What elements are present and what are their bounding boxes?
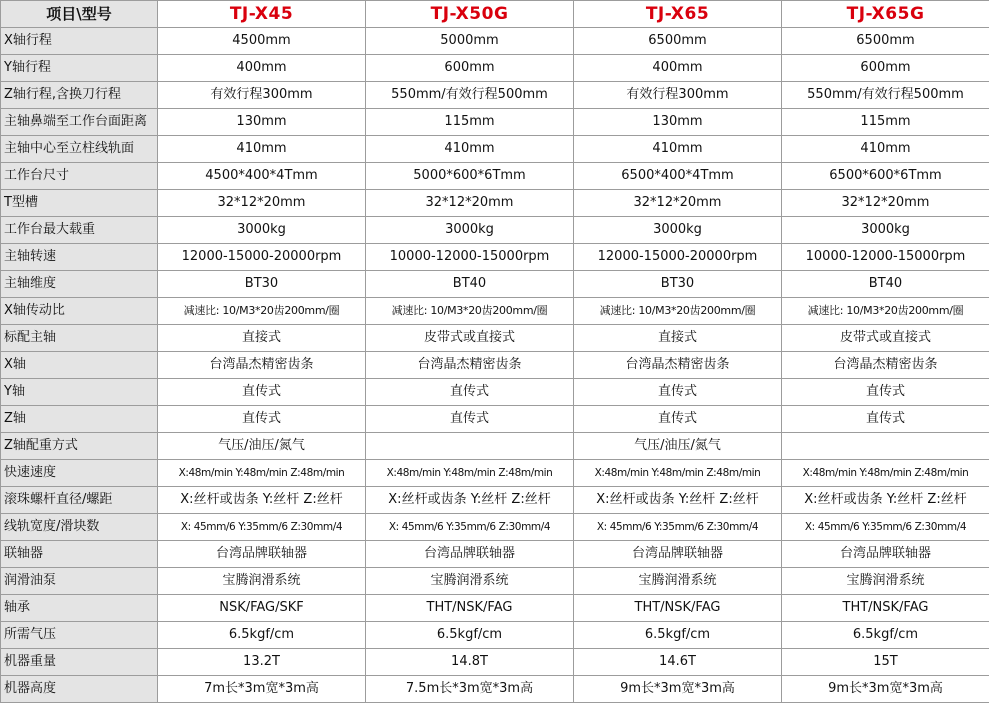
spec-value: 5000*600*6Tmm — [366, 163, 574, 190]
spec-row — [1, 568, 989, 595]
spec-value: 减速比: 10/M3*20齿200mm/圈 — [366, 298, 574, 325]
spec-value: 12000-15000-20000rpm — [574, 244, 782, 271]
spec-value: 13.2T — [158, 649, 366, 676]
spec-value: 410mm — [158, 136, 366, 163]
spec-row — [1, 622, 989, 649]
spec-value: 400mm — [158, 55, 366, 82]
spec-value: 9m长*3m宽*3m高 — [574, 676, 782, 703]
spec-value: 550mm/有效行程500mm — [782, 82, 989, 109]
spec-label: 所需气压 — [1, 622, 158, 649]
spec-row — [1, 271, 989, 298]
spec-value: 3000kg — [158, 217, 366, 244]
spec-label: Z轴配重方式 — [1, 433, 158, 460]
spec-row — [1, 217, 989, 244]
spec-value: 410mm — [366, 136, 574, 163]
spec-table-body — [1, 1, 989, 703]
spec-row — [1, 190, 989, 217]
spec-row — [1, 541, 989, 568]
spec-value: 7.5m长*3m宽*3m高 — [366, 676, 574, 703]
spec-value: 台湾晶杰精密齿条 — [574, 352, 782, 379]
spec-label: 联轴器 — [1, 541, 158, 568]
spec-value: BT30 — [574, 271, 782, 298]
spec-value: 宝腾润滑系统 — [782, 568, 989, 595]
spec-row — [1, 487, 989, 514]
model-name: TJ-X50G — [366, 1, 574, 28]
spec-label: 工作台尺寸 — [1, 163, 158, 190]
spec-value: THT/NSK/FAG — [782, 595, 989, 622]
spec-label: 机器高度 — [1, 676, 158, 703]
spec-value: 6.5kgf/cm — [366, 622, 574, 649]
spec-label: 工作台最大载重 — [1, 217, 158, 244]
spec-value: 410mm — [782, 136, 989, 163]
spec-value: BT40 — [366, 271, 574, 298]
spec-value: 10000-12000-15000rpm — [366, 244, 574, 271]
spec-label: 主轴维度 — [1, 271, 158, 298]
spec-value: 有效行程300mm — [158, 82, 366, 109]
spec-value: 气压/油压/氮气 — [158, 433, 366, 460]
spec-label: T型槽 — [1, 190, 158, 217]
spec-label: 快速速度 — [1, 460, 158, 487]
spec-value — [782, 433, 989, 460]
spec-value: 直传式 — [366, 406, 574, 433]
spec-value: 皮带式或直接式 — [782, 325, 989, 352]
spec-value: 直传式 — [574, 379, 782, 406]
spec-row — [1, 595, 989, 622]
spec-label: 主轴转速 — [1, 244, 158, 271]
spec-row — [1, 514, 989, 541]
spec-value: 宝腾润滑系统 — [366, 568, 574, 595]
spec-label: Y轴行程 — [1, 55, 158, 82]
spec-value: 10000-12000-15000rpm — [782, 244, 989, 271]
spec-row — [1, 298, 989, 325]
model-name: TJ-X65 — [574, 1, 782, 28]
spec-row — [1, 676, 989, 703]
spec-value: X: 45mm/6 Y:35mm/6 Z:30mm/4 — [366, 514, 574, 541]
spec-value: 4500*400*4Tmm — [158, 163, 366, 190]
spec-value: X:丝杆或齿条 Y:丝杆 Z:丝杆 — [158, 487, 366, 514]
spec-value: 600mm — [782, 55, 989, 82]
spec-value: 台湾品牌联轴器 — [574, 541, 782, 568]
spec-value: 6500mm — [782, 28, 989, 55]
spec-row — [1, 28, 989, 55]
spec-row — [1, 109, 989, 136]
spec-value: X: 45mm/6 Y:35mm/6 Z:30mm/4 — [574, 514, 782, 541]
spec-label: 标配主轴 — [1, 325, 158, 352]
spec-value: 气压/油压/氮气 — [574, 433, 782, 460]
spec-value: 5000mm — [366, 28, 574, 55]
spec-value: 6.5kgf/cm — [782, 622, 989, 649]
spec-value: 3000kg — [366, 217, 574, 244]
spec-value: X:丝杆或齿条 Y:丝杆 Z:丝杆 — [366, 487, 574, 514]
spec-value: 宝腾润滑系统 — [158, 568, 366, 595]
spec-value: 32*12*20mm — [158, 190, 366, 217]
spec-value: 6500mm — [574, 28, 782, 55]
spec-row — [1, 352, 989, 379]
spec-value: 台湾晶杰精密齿条 — [158, 352, 366, 379]
spec-value: 有效行程300mm — [574, 82, 782, 109]
spec-value: 减速比: 10/M3*20齿200mm/圈 — [782, 298, 989, 325]
spec-label: X轴行程 — [1, 28, 158, 55]
spec-row — [1, 82, 989, 109]
spec-row — [1, 163, 989, 190]
spec-value: 550mm/有效行程500mm — [366, 82, 574, 109]
model-name: TJ-X65G — [782, 1, 989, 28]
spec-value: 9m长*3m宽*3m高 — [782, 676, 989, 703]
spec-value: BT30 — [158, 271, 366, 298]
spec-value: 减速比: 10/M3*20齿200mm/圈 — [158, 298, 366, 325]
spec-value: 12000-15000-20000rpm — [158, 244, 366, 271]
spec-value: X:48m/min Y:48m/min Z:48m/min — [158, 460, 366, 487]
spec-value: 14.8T — [366, 649, 574, 676]
spec-value: 台湾品牌联轴器 — [366, 541, 574, 568]
spec-value: BT40 — [782, 271, 989, 298]
spec-row — [1, 55, 989, 82]
spec-value: 台湾晶杰精密齿条 — [366, 352, 574, 379]
spec-label: 主轴鼻端至工作台面距离 — [1, 109, 158, 136]
spec-value: 115mm — [366, 109, 574, 136]
spec-value: 410mm — [574, 136, 782, 163]
spec-value: 3000kg — [574, 217, 782, 244]
spec-value: 6.5kgf/cm — [574, 622, 782, 649]
spec-row — [1, 433, 989, 460]
spec-value: X:48m/min Y:48m/min Z:48m/min — [366, 460, 574, 487]
spec-value: 台湾品牌联轴器 — [782, 541, 989, 568]
spec-value: X: 45mm/6 Y:35mm/6 Z:30mm/4 — [782, 514, 989, 541]
spec-value: 32*12*20mm — [366, 190, 574, 217]
spec-value: 130mm — [158, 109, 366, 136]
spec-value: 直传式 — [366, 379, 574, 406]
spec-value: 4500mm — [158, 28, 366, 55]
header-row — [1, 1, 989, 28]
spec-value: 皮带式或直接式 — [366, 325, 574, 352]
spec-row — [1, 379, 989, 406]
spec-label: X轴 — [1, 352, 158, 379]
spec-row — [1, 406, 989, 433]
spec-label: 润滑油泵 — [1, 568, 158, 595]
spec-value: 直传式 — [158, 406, 366, 433]
spec-value: X:丝杆或齿条 Y:丝杆 Z:丝杆 — [574, 487, 782, 514]
spec-label: 机器重量 — [1, 649, 158, 676]
spec-row — [1, 244, 989, 271]
spec-row — [1, 649, 989, 676]
spec-value: 直接式 — [158, 325, 366, 352]
spec-value: 400mm — [574, 55, 782, 82]
spec-value: 6500*600*6Tmm — [782, 163, 989, 190]
spec-value: 宝腾润滑系统 — [574, 568, 782, 595]
spec-value: THT/NSK/FAG — [366, 595, 574, 622]
spec-value: 3000kg — [782, 217, 989, 244]
spec-row — [1, 325, 989, 352]
spec-label: 线轨宽度/滑块数 — [1, 514, 158, 541]
spec-value: 直传式 — [574, 406, 782, 433]
spec-label: 滚珠螺杆直径/螺距 — [1, 487, 158, 514]
spec-row — [1, 460, 989, 487]
spec-value: 7m长*3m宽*3m高 — [158, 676, 366, 703]
spec-value: 台湾晶杰精密齿条 — [782, 352, 989, 379]
spec-value: 直传式 — [782, 406, 989, 433]
spec-value: X:丝杆或齿条 Y:丝杆 Z:丝杆 — [782, 487, 989, 514]
spec-value: 32*12*20mm — [574, 190, 782, 217]
spec-value — [366, 433, 574, 460]
spec-value: 台湾品牌联轴器 — [158, 541, 366, 568]
spec-value: 6500*400*4Tmm — [574, 163, 782, 190]
spec-value: 直传式 — [158, 379, 366, 406]
spec-value: THT/NSK/FAG — [574, 595, 782, 622]
spec-label: Z轴 — [1, 406, 158, 433]
spec-value: 减速比: 10/M3*20齿200mm/圈 — [574, 298, 782, 325]
spec-value: 直接式 — [574, 325, 782, 352]
spec-value: X:48m/min Y:48m/min Z:48m/min — [574, 460, 782, 487]
model-name: TJ-X45 — [158, 1, 366, 28]
header-label: 项目\型号 — [1, 1, 158, 28]
spec-value: 600mm — [366, 55, 574, 82]
spec-label: Z轴行程,含换刀行程 — [1, 82, 158, 109]
spec-value: X:48m/min Y:48m/min Z:48m/min — [782, 460, 989, 487]
spec-value: 32*12*20mm — [782, 190, 989, 217]
spec-value: X: 45mm/6 Y:35mm/6 Z:30mm/4 — [158, 514, 366, 541]
spec-value: 15T — [782, 649, 989, 676]
spec-value: NSK/FAG/SKF — [158, 595, 366, 622]
spec-label: 主轴中心至立柱线轨面 — [1, 136, 158, 163]
spec-label: X轴传动比 — [1, 298, 158, 325]
spec-value: 115mm — [782, 109, 989, 136]
spec-row — [1, 136, 989, 163]
spec-value: 14.6T — [574, 649, 782, 676]
spec-label: Y轴 — [1, 379, 158, 406]
spec-value: 直传式 — [782, 379, 989, 406]
spec-value: 130mm — [574, 109, 782, 136]
spec-value: 6.5kgf/cm — [158, 622, 366, 649]
spec-label: 轴承 — [1, 595, 158, 622]
